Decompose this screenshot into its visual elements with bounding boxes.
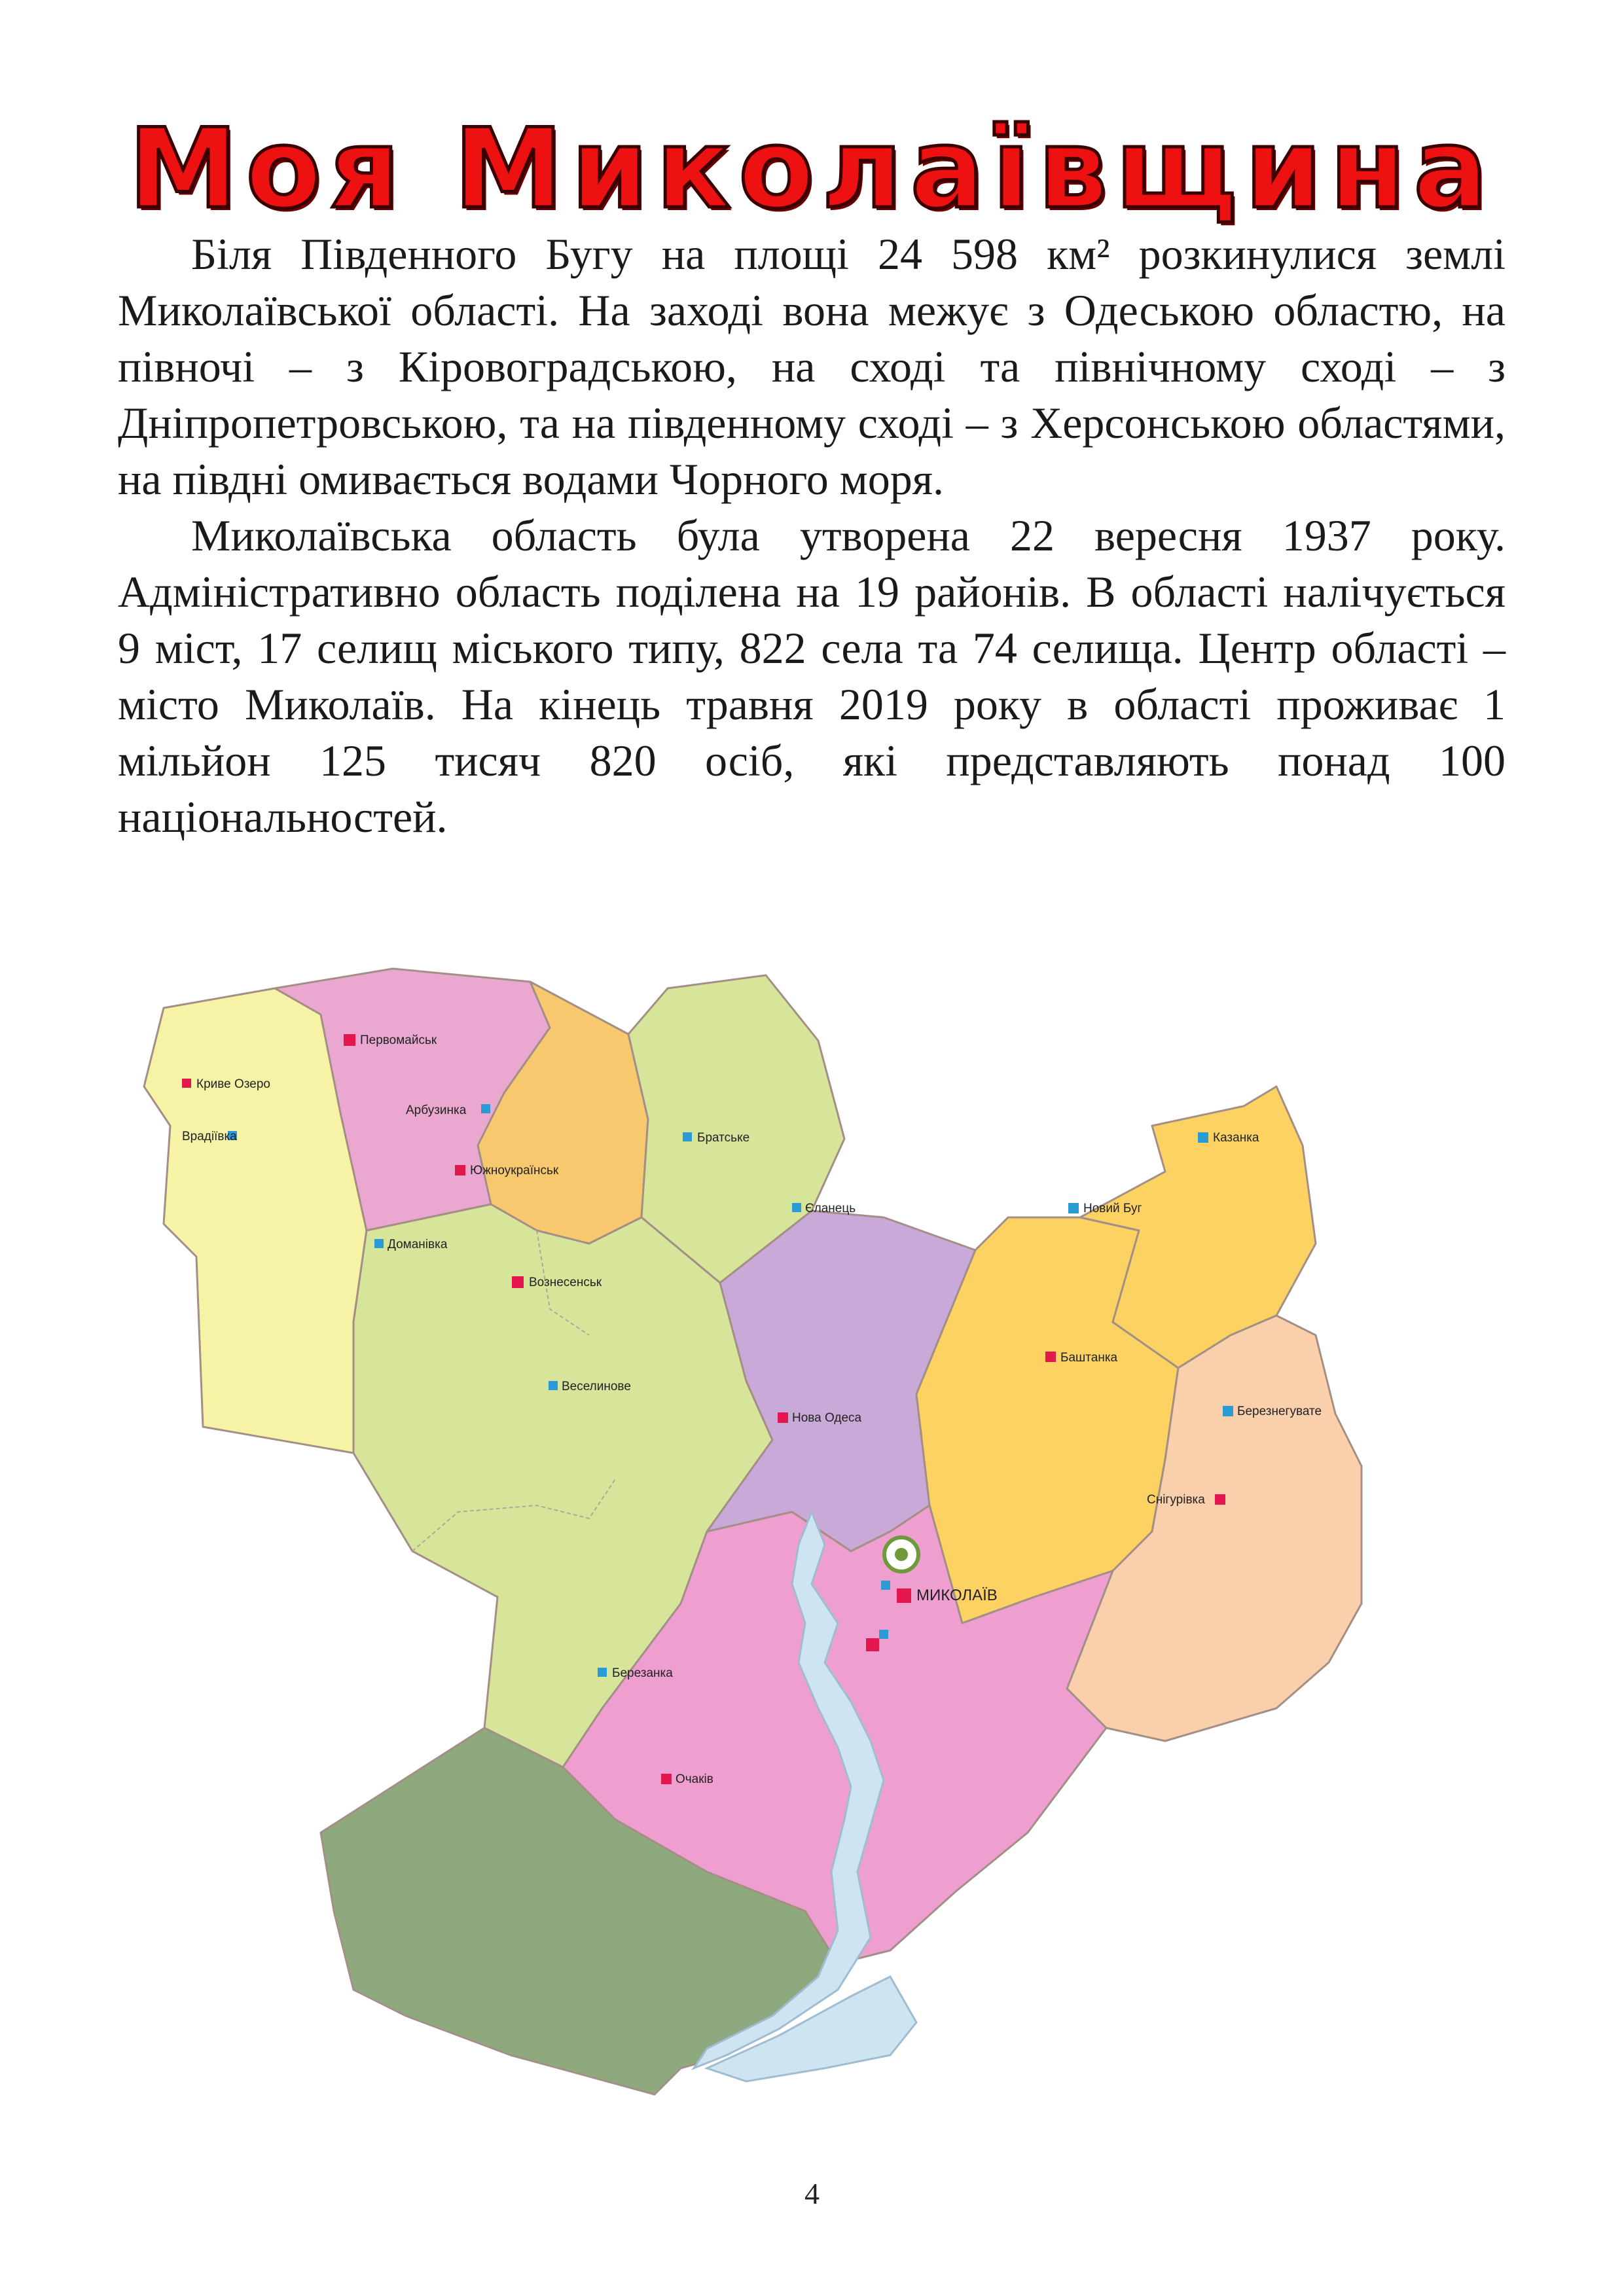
body-text [118, 226, 1506, 845]
town-marker [683, 1132, 692, 1141]
city-marker [866, 1638, 879, 1651]
place-label: Нова Одеса [792, 1411, 862, 1425]
city-marker [1045, 1352, 1056, 1362]
town-marker [1068, 1203, 1079, 1213]
place-label: Вознесенськ [529, 1276, 602, 1289]
paragraph-2: Миколаївська область була утворена 22 вересня 1937 року. Адміністративно область поділена на 19 районів. В області налічується 9 міст, 17 селищ міського типу, 822 села та 74 селища. Центр області – місто Миколаїв. На кінець травня 2019 року в області проживає 1 мільйон 125 тисяч 820 осіб, які представляють понад 100 національностей. [118, 511, 1506, 842]
place-label: Березанка [612, 1666, 673, 1680]
map-districts [144, 969, 1362, 2094]
page-number: 4 [804, 2177, 820, 2210]
place-label: Доманівка [388, 1238, 448, 1251]
town-marker [1198, 1132, 1208, 1143]
place-label: Казанка [1213, 1131, 1259, 1145]
place-label: Очаків [676, 1772, 713, 1786]
regional-emblem-core [895, 1548, 908, 1561]
place-label: Врадіївка [182, 1130, 237, 1143]
town-marker [879, 1630, 888, 1639]
town-marker [1223, 1406, 1233, 1416]
place-label: Арбузинка [406, 1103, 467, 1117]
city-marker [344, 1034, 355, 1046]
town-marker [881, 1581, 890, 1590]
place-label: Первомайськ [360, 1033, 437, 1047]
place-label: Южноукраїнськ [470, 1164, 559, 1177]
place-label: Братське [697, 1131, 750, 1145]
place-label: Веселинове [562, 1380, 631, 1393]
place-label: Баштанка [1060, 1351, 1118, 1365]
capital-label: МИКОЛАЇВ [916, 1587, 998, 1604]
city-marker [1215, 1494, 1225, 1505]
town-marker [792, 1203, 801, 1212]
place-label: Березнегувате [1237, 1405, 1322, 1418]
place-label: Новий Буг [1083, 1202, 1142, 1215]
place-label: Снігурівка [1147, 1493, 1205, 1507]
city-marker [512, 1276, 524, 1288]
city-marker [455, 1165, 465, 1175]
map-svg [118, 942, 1427, 2166]
region-map [118, 942, 1427, 2166]
page-title: Моя Миколаївщина [128, 105, 1496, 233]
city-marker [182, 1079, 191, 1088]
paragraph-1: Біля Південного Бугу на площі 24 598 км² розкинулися землі Миколаївської області. На заході вона межує з Одеською областю, на півночі – з Кіровоградською, на сході та північному сході – з Дніпропетровською, та на південному сході – з Херсонською областями, на півдні омивається водами Чорного моря. [118, 229, 1506, 504]
town-marker [374, 1239, 384, 1248]
place-label: Криве Озеро [196, 1077, 270, 1091]
town-marker [598, 1668, 607, 1677]
town-marker [549, 1381, 558, 1390]
capital-marker [897, 1588, 911, 1603]
city-marker [661, 1774, 672, 1784]
town-marker [481, 1104, 490, 1113]
place-label: Єланець [805, 1202, 856, 1215]
city-marker [778, 1412, 788, 1423]
